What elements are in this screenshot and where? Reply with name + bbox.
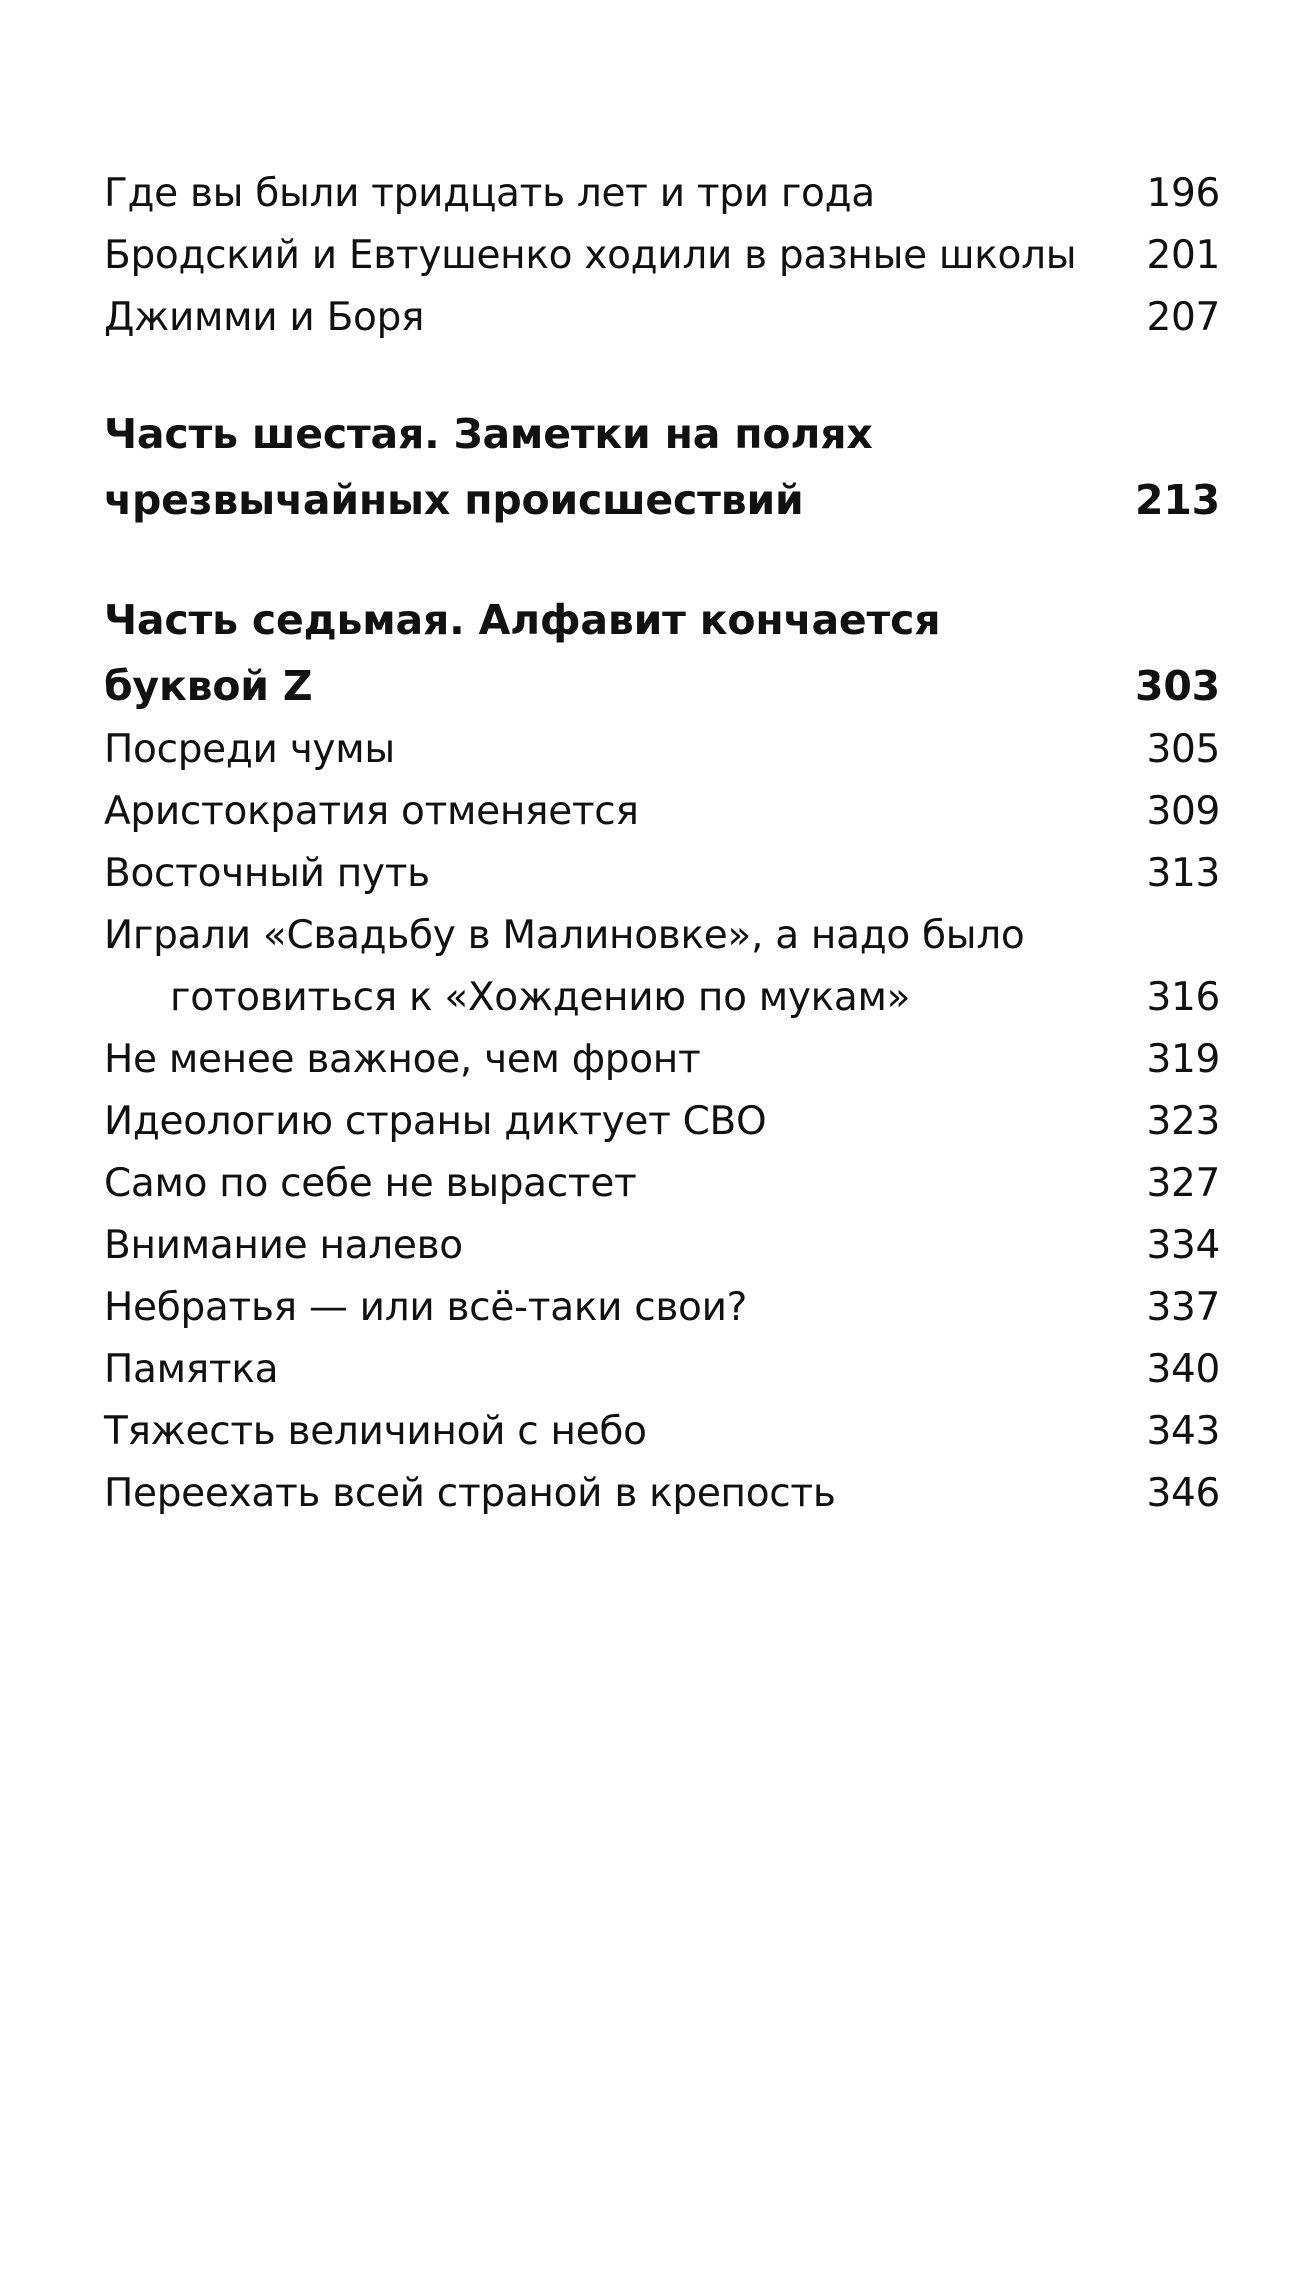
toc-entry-page: 313 [1146, 851, 1220, 896]
toc-entry-title: Где вы были тридцать лет и три года [104, 171, 875, 216]
toc-entry-title: Посреди чумы [104, 727, 395, 772]
toc-entry-page: 207 [1146, 295, 1220, 340]
toc-entry-page: 346 [1146, 1471, 1220, 1516]
toc-part-title [104, 401, 1130, 533]
toc-entry [104, 1277, 1220, 1339]
spacer [104, 349, 1220, 401]
toc-entry-title: Бродский и Евтушенко ходили в разные школы [104, 233, 1077, 278]
toc-entry-title: Небратья — или всё-таки свои? [104, 1285, 748, 1330]
toc-part-title-line1: Часть шестая. Заметки на полях [104, 410, 873, 458]
toc-entry [104, 225, 1220, 287]
toc-part-page: 213 [1135, 476, 1220, 524]
toc-entry-page: 323 [1146, 1099, 1220, 1144]
toc-entry [104, 1029, 1220, 1091]
toc-entry-page: 196 [1146, 171, 1220, 216]
toc-part-title-line1: Часть седьмая. Алфавит кончается [104, 596, 941, 644]
toc-entry [104, 1215, 1220, 1277]
toc-entry-title: Восточный путь [104, 851, 430, 896]
toc-entry-title: Аристократия отменяется [104, 789, 639, 834]
toc-entry-page: 340 [1146, 1347, 1220, 1392]
toc-entry [104, 719, 1220, 781]
toc-entry [104, 163, 1220, 225]
table-of-contents [104, 163, 1220, 1525]
toc-entry [104, 1339, 1220, 1401]
toc-entry-page: 343 [1146, 1409, 1220, 1454]
toc-entry-title [104, 905, 1130, 1029]
toc-part-title [104, 587, 1130, 719]
toc-entry-page: 309 [1146, 789, 1220, 834]
toc-part-page: 303 [1135, 662, 1220, 710]
toc-part-heading [104, 587, 1220, 719]
toc-entry-title: Внимание налево [104, 1223, 463, 1268]
toc-entry [104, 1401, 1220, 1463]
toc-entry-page: 305 [1146, 727, 1220, 772]
toc-entry [104, 1153, 1220, 1215]
toc-entry-title-line2: готовиться к «Хождению по мукам» [170, 975, 911, 1020]
toc-entry-page: 337 [1146, 1285, 1220, 1330]
toc-entry [104, 287, 1220, 349]
toc-entry [104, 1463, 1220, 1525]
toc-entry-wrapped [104, 905, 1220, 1029]
spacer [104, 533, 1220, 587]
toc-entry-page: 319 [1146, 1037, 1220, 1082]
toc-entry-title: Само по себе не вырастет [104, 1161, 637, 1206]
toc-entry-title-line1: Играли «Свадьбу в Малиновке», а надо было [104, 913, 1025, 958]
toc-entry [104, 781, 1220, 843]
toc-entry [104, 1091, 1220, 1153]
toc-entry-title: Идеологию страны диктует СВО [104, 1099, 767, 1144]
toc-entry-title: Переехать всей страной в крепость [104, 1471, 836, 1516]
toc-part-title-line2: чрезвычайных происшествий [104, 476, 804, 524]
toc-entry-title: Тяжесть величиной с небо [104, 1409, 647, 1454]
toc-entry-page: 201 [1146, 233, 1220, 278]
toc-entry-page: 334 [1146, 1223, 1220, 1268]
toc-entry-title: Не менее важное, чем фронт [104, 1037, 701, 1082]
toc-part-title-line2: буквой Z [104, 662, 313, 710]
toc-part-heading [104, 401, 1220, 533]
toc-entry-title: Памятка [104, 1347, 279, 1392]
toc-entry-page: 327 [1146, 1161, 1220, 1206]
toc-entry-title: Джимми и Боря [104, 295, 425, 340]
toc-entry-page: 316 [1146, 975, 1220, 1020]
toc-entry [104, 843, 1220, 905]
